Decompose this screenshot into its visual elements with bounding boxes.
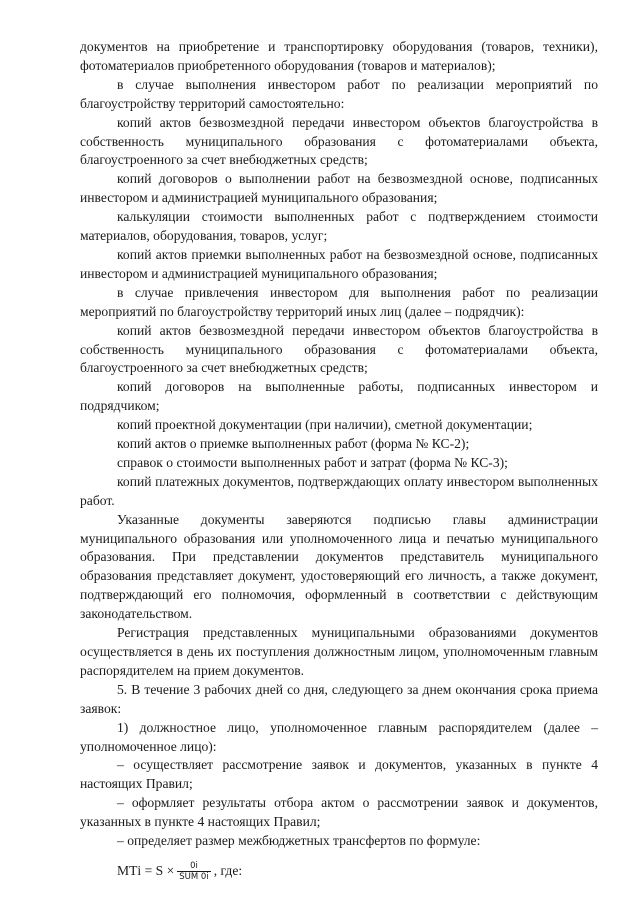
paragraph: справок о стоимости выполненных работ и затрат (форма № КС-3); <box>117 454 508 470</box>
paragraph: копий актов безвозмездной передачи инвестором объектов благоустройства в собственность муниципального образования с фотоматериалами объекта, благоустроенного за счет внебюджетных средств; <box>80 322 598 376</box>
formula-fraction <box>177 861 210 882</box>
paragraph: 5. В течение 3 рабочих дней со дня, следующего за днем окончания срока приема заявок: <box>80 681 598 716</box>
paragraph: копий актов о приемке выполненных работ (форма № КС-2); <box>117 436 470 452</box>
paragraph: – определяет размер межбюджетных трансфертов по формуле: <box>117 833 481 849</box>
paragraph: Регистрация представленных муниципальными образованиями документов осуществляется в день их поступления должностным лицом, уполномоченным главным распорядителем на прием документов. <box>80 625 598 678</box>
paragraph: копий проектной документации (при наличии), сметной документации; <box>117 417 533 433</box>
paragraph: копий договоров на выполненные работы, подписанных инвестором и подрядчиком; <box>80 379 598 414</box>
paragraph: калькуляции стоимости выполненных работ с подтверждением стоимости материалов, оборудования, товаров, услуг; <box>80 209 598 244</box>
formula-denominator: SUM 0i <box>179 871 209 882</box>
formula-lhs: МТi = S × <box>117 863 175 879</box>
paragraph: копий платежных документов, подтверждающих оплату инвестором выполненных работ. <box>80 473 598 508</box>
transfer-formula <box>80 861 598 882</box>
paragraph: копий договоров о выполнении работ на безвозмездной основе, подписанных инвестором и администрацией муниципального образования; <box>80 171 598 206</box>
paragraph: копий актов приемки выполненных работ на безвозмездной основе, подписанных инвестором и администрацией муниципального образования; <box>80 246 598 281</box>
paragraph: документов на приобретение и транспортировку оборудования (товаров, техники), фотоматериалов приобретенного оборудования (товаров и материалов); <box>80 39 598 73</box>
paragraph: копий актов безвозмездной передачи инвестором объектов благоустройства в собственность муниципального образования с фотоматериалами объекта, благоустроенного за счет внебюджетных средств; <box>80 114 598 168</box>
body-text <box>80 38 598 851</box>
paragraph: Указанные документы заверяются подписью главы администрации муниципального образования или уполномоченного лица и печатью муниципального образования. При представлении документов представитель муниципального образования представляет документ, удостоверяющий его личность, а также документ, подтверждающий его полномочия, оформленный в соответствии с действующим законодательством. <box>80 511 598 622</box>
paragraph: 1) должностное лицо, уполномоченное главным распорядителем (далее – уполномоченное лицо): <box>80 719 598 754</box>
formula-suffix: , где: <box>213 863 243 879</box>
paragraph: – оформляет результаты отбора актом о рассмотрении заявок и документов, указанных в пункте 4 настоящих Правил; <box>80 795 598 830</box>
paragraph: в случае выполнения инвестором работ по реализации мероприятий по благоустройству территорий самостоятельно: <box>80 76 598 111</box>
paragraph: – осуществляет рассмотрение заявок и документов, указанных в пункте 4 настоящих Правил; <box>80 757 598 792</box>
formula-numerator: 0i <box>190 860 198 871</box>
paragraph: в случае привлечения инвестором для выполнения работ по реализации мероприятий по благоустройству территорий иных лиц (далее – подрядчик): <box>80 284 598 319</box>
